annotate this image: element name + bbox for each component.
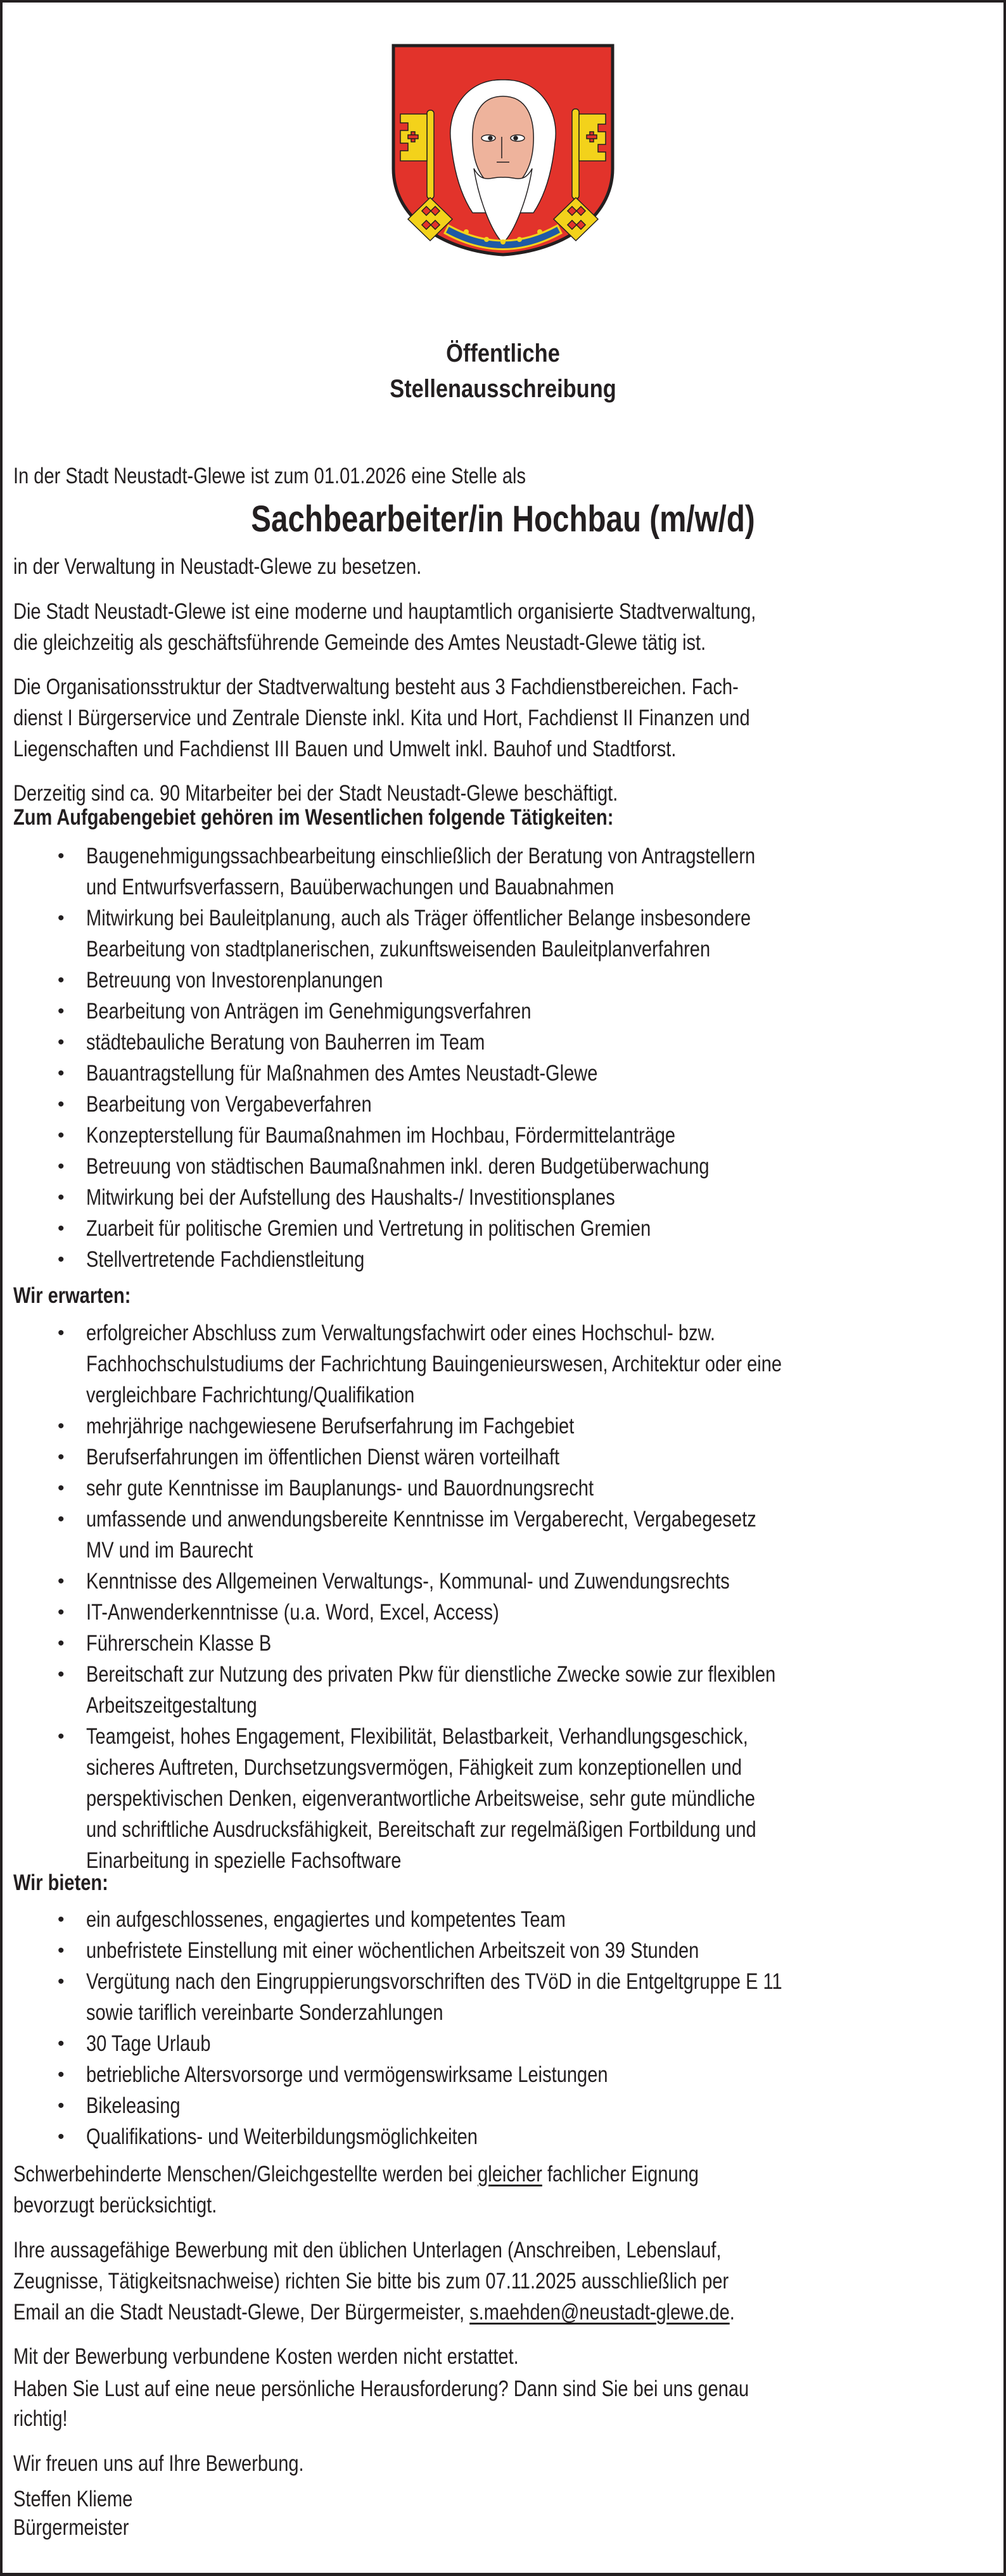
costs-text: Mit der Bewerbung verbundene Kosten werden nicht erstattet.	[13, 2344, 519, 2369]
bullet-icon: •	[58, 1156, 65, 1177]
offer-item-line: 30 Tage Urlaub	[86, 2031, 211, 2056]
bullet-icon: •	[58, 2033, 65, 2054]
bullet-icon: •	[58, 1125, 65, 1146]
expect-item-line: Fachhochschulstudiums der Fachrichtung Bauingenieurswesen, Architektur oder eine	[86, 1352, 782, 1376]
bullet-icon: •	[58, 846, 65, 866]
bullet-icon: •	[58, 1323, 65, 1343]
expect-item-line: mehrjährige nachgewiesene Berufserfahrung im Fachgebiet	[86, 1414, 575, 1438]
job-title: Sachbearbeiter/in Hochbau (m/w/d)	[251, 498, 755, 540]
expect-item-line: erfolgreicher Abschluss zum Verwaltungsfachwirt oder eines Hochschul- bzw.	[86, 1321, 716, 1345]
expect-item-line: Bereitschaft zur Nutzung des privaten Pkw für dienstliche Zwecke sowie zur flexiblen	[86, 1662, 776, 1687]
offer-item-line: Bikeleasing	[86, 2093, 181, 2118]
tasks-item-line: Mitwirkung bei Bauleitplanung, auch als Träger öffentlicher Belange insbesondere	[86, 906, 751, 930]
bullet-icon: •	[58, 1094, 65, 1115]
tasks-item-line: Mitwirkung bei der Aufstellung des Haushalts-/ Investitionsplanes	[86, 1185, 615, 1210]
after-title-text: in der Verwaltung in Neustadt-Glewe zu besetzen.	[13, 554, 422, 579]
tasks-item-line: Stellvertretende Fachdienstleitung	[86, 1247, 365, 1272]
para-city-line-1: Die Stadt Neustadt-Glewe ist eine moderne und hauptamtlich organisierte Stadtverwaltung,	[13, 599, 756, 624]
para-city-line-2: die gleichzeitig als geschäftsführende Gemeinde des Amtes Neustadt-Glewe tätig ist.	[13, 630, 706, 655]
bullet-icon: •	[58, 2064, 65, 2085]
bullet-icon: •	[58, 1001, 65, 1022]
closing-text: Wir freuen uns auf Ihre Bewerbung.	[13, 2451, 304, 2476]
expect-item-line: Arbeitszeitgestaltung	[86, 1693, 257, 1718]
bullet-icon: •	[58, 1478, 65, 1499]
bullet-icon: •	[58, 908, 65, 929]
expect-item-line: Einarbeitung in spezielle Fachsoftware	[86, 1848, 402, 1873]
tasks-item-line: Bearbeitung von Vergabeverfahren	[86, 1092, 372, 1117]
bullet-icon: •	[58, 1032, 65, 1053]
disability-pre: Schwerbehinderte Menschen/Gleichgestellte werden bei	[13, 2162, 478, 2186]
tasks-item-line: Konzepterstellung für Baumaßnahmen im Hochbau, Fördermittelanträge	[86, 1123, 676, 1148]
offer-item-line: betriebliche Altersvorsorge und vermögenswirksame Leistungen	[86, 2062, 608, 2087]
offer-item-line: Qualifikations- und Weiterbildungsmöglichkeiten	[86, 2124, 478, 2149]
signature-role: Bürgermeister	[13, 2515, 129, 2540]
tasks-item-line: Bearbeitung von stadtplanerischen, zukunftsweisenden Bauleitplanverfahren	[86, 937, 711, 961]
expect-item-line: umfassende und anwendungsbereite Kenntnisse im Vergaberecht, Vergabegesetz	[86, 1507, 756, 1532]
coat-of-arms-logo	[390, 42, 616, 257]
tasks-item-line: Betreuung von Investorenplanungen	[86, 968, 383, 993]
para-structure-line-2: dienst I Bürgerservice und Zentrale Dienste inkl. Kita und Hort, Fachdienst II Finanzen und	[13, 706, 750, 730]
signature-name: Steffen Klieme	[13, 2487, 133, 2511]
disability-underlined: gleicher	[478, 2162, 542, 2186]
tasks-heading: Zum Aufgabengebiet gehören im Wesentlichen folgende Tätigkeiten:	[13, 805, 614, 830]
tasks-item-line: städtebauliche Beratung von Bauherren im Team	[86, 1030, 485, 1055]
expect-item-line: und schriftliche Ausdrucksfähigkeit, Bereitschaft zur regelmäßigen Fortbildung und	[86, 1817, 756, 1842]
expect-item-line: Teamgeist, hohes Engagement, Flexibilität, Belastbarkeit, Verhandlungsgeschick,	[86, 1724, 748, 1749]
application-line-1: Ihre aussagefähige Bewerbung mit den üblichen Unterlagen (Anschreiben, Lebenslauf,	[13, 2238, 722, 2262]
tasks-item-line: und Entwurfsverfassern, Bauüberwachungen und Bauabnahmen	[86, 875, 614, 899]
bullet-icon: •	[58, 1063, 65, 1084]
tasks-item-line: Bauantragstellung für Maßnahmen des Amtes Neustadt-Glewe	[86, 1061, 598, 1086]
bullet-icon: •	[58, 970, 65, 991]
expect-item-line: Kenntnisse des Allgemeinen Verwaltungs-, Kommunal- und Zuwendungsrechts	[86, 1569, 730, 1594]
application-line-3	[13, 2297, 735, 2328]
para-structure-line-1: Die Organisationsstruktur der Stadtverwaltung besteht aus 3 Fachdienstbereichen. Fach-	[13, 675, 739, 699]
bullet-icon: •	[58, 1633, 65, 1654]
expect-item-line: vergleichbare Fachrichtung/Qualifikation	[86, 1383, 415, 1407]
tasks-item-line: Betreuung von städtischen Baumaßnahmen inkl. deren Budgetüberwachung	[86, 1154, 710, 1179]
intro-text: In der Stadt Neustadt-Glewe ist zum 01.01.2026 eine Stelle als	[13, 464, 526, 488]
bullet-icon: •	[58, 1416, 65, 1437]
application-line-2: Zeugnisse, Tätigkeitsnachweise) richten Sie bitte bis zum 07.11.2025 ausschließlich per	[13, 2269, 729, 2294]
bullet-icon: •	[58, 1218, 65, 1239]
expect-item-line: Berufserfahrungen im öffentlichen Dienst wären vorteilhaft	[86, 1445, 560, 1469]
disability-post: fachlicher Eignung	[542, 2162, 699, 2186]
expect-item-line: MV und im Baurecht	[86, 1538, 253, 1563]
tasks-item-line: Bearbeitung von Anträgen im Genehmigungsverfahren	[86, 999, 532, 1024]
heading-line-2: Stellenausschreibung	[390, 375, 616, 403]
expect-item-line: sehr gute Kenntnisse im Bauplanungs- und Bauordnungsrecht	[86, 1476, 594, 1501]
bullet-icon: •	[58, 1664, 65, 1685]
bullet-icon: •	[58, 2095, 65, 2116]
application-line-3-pre: Email an die Stadt Neustadt-Glewe, Der Bürgermeister,	[13, 2300, 470, 2325]
challenge-line-1: Haben Sie Lust auf eine neue persönliche Herausforderung? Dann sind Sie bei uns genau	[13, 2376, 749, 2401]
bullet-icon: •	[58, 2126, 65, 2147]
email-link[interactable]: s.maehden@neustadt-glewe.de	[469, 2300, 730, 2325]
expect-item-line: perspektivischen Denken, eigenverantwortliche Arbeitsweise, sehr gute mündliche	[86, 1786, 756, 1811]
heading-line-1: Öffentliche	[446, 339, 560, 367]
bullet-icon: •	[58, 1509, 65, 1530]
tasks-item-line: Zuarbeit für politische Gremien und Vertretung in politischen Gremien	[86, 1216, 651, 1241]
disability-line-1	[13, 2159, 699, 2190]
bullet-icon: •	[58, 1602, 65, 1623]
disability-line-2: bevorzugt berücksichtigt.	[13, 2193, 217, 2218]
bullet-icon: •	[58, 1187, 65, 1208]
expect-heading: Wir erwarten:	[13, 1283, 131, 1308]
bullet-icon: •	[58, 1571, 65, 1592]
para-staff: Derzeitig sind ca. 90 Mitarbeiter bei der Stadt Neustadt-Glewe beschäftigt.	[13, 781, 618, 806]
bullet-icon: •	[58, 1940, 65, 1961]
tasks-item-line: Baugenehmigungssachbearbeitung einschließlich der Beratung von Antragstellern	[86, 844, 756, 868]
expect-item-line: Führerschein Klasse B	[86, 1631, 272, 1656]
expect-item-line: sicheres Auftreten, Durchsetzungsvermögen, Fähigkeit zum konzeptionellen und	[86, 1755, 742, 1780]
offer-item-line: sowie tariflich vereinbarte Sonderzahlungen	[86, 2000, 443, 2025]
bullet-icon: •	[58, 1726, 65, 1747]
offer-item-line: Vergütung nach den Eingruppierungsvorschriften des TVöD in die Entgeltgruppe E 11	[86, 1969, 782, 1994]
bullet-icon: •	[58, 1447, 65, 1468]
bullet-icon: •	[58, 1971, 65, 1992]
offer-item-line: unbefristete Einstellung mit einer wöchentlichen Arbeitszeit von 39 Stunden	[86, 1938, 699, 1963]
bullet-icon: •	[58, 1909, 65, 1930]
application-line-3-post: .	[729, 2300, 735, 2325]
expect-item-line: IT-Anwenderkenntnisse (u.a. Word, Excel, Access)	[86, 1600, 499, 1625]
challenge-line-2: richtig!	[13, 2406, 68, 2431]
offer-item-line: ein aufgeschlossenes, engagiertes und kompetentes Team	[86, 1907, 566, 1932]
bullet-icon: •	[58, 1249, 65, 1270]
para-structure-line-3: Liegenschaften und Fachdienst III Bauen und Umwelt inkl. Bauhof und Stadtforst.	[13, 737, 677, 761]
offer-heading: Wir bieten:	[13, 1870, 108, 1895]
